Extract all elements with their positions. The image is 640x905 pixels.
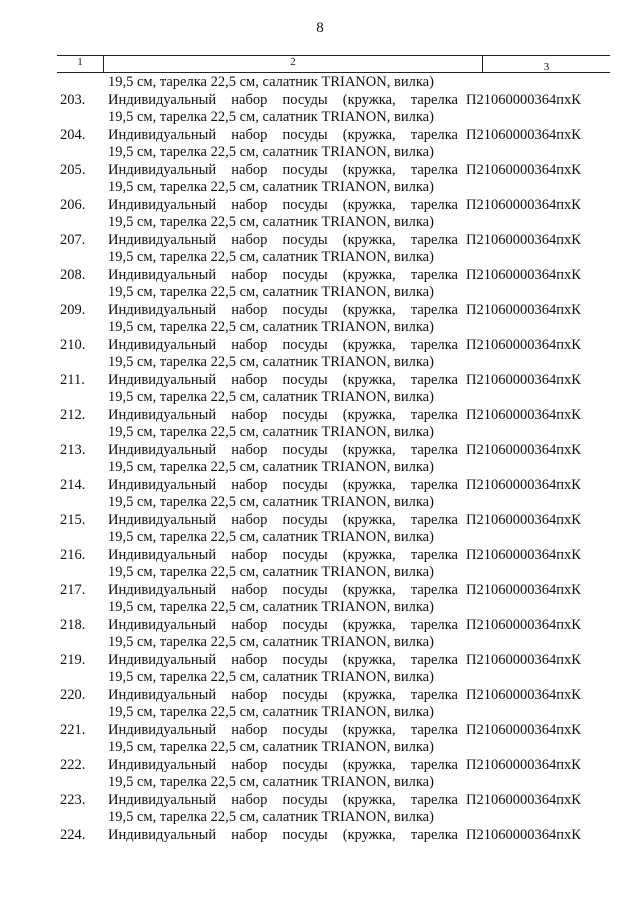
row-description-line1: Индивидуальный набор посуды (кружка, тарелка [108,722,458,738]
table-row [0,792,640,827]
table-row [0,512,640,547]
row-code: П21060000364пхК [466,722,581,738]
row-description-line2: 19,5 см, тарелка 22,5 см, салатник TRIANON, вилка) [108,214,434,230]
row-description-line1: Индивидуальный набор посуды (кружка, тарелка [108,337,458,353]
row-description-line2: 19,5 см, тарелка 22,5 см, салатник TRIANON, вилка) [108,459,434,475]
table-row [0,372,640,407]
row-description-line1: Индивидуальный набор посуды (кружка, тарелка [108,302,458,318]
table-row [0,477,640,512]
table-row [0,827,640,862]
row-description-line2: 19,5 см, тарелка 22,5 см, салатник TRIANON, вилка) [108,249,434,265]
table-row [0,92,640,127]
row-code: П21060000364пхК [466,232,581,248]
row-description-line2: 19,5 см, тарелка 22,5 см, салатник TRIANON, вилка) [108,144,434,160]
row-description-line1: Индивидуальный набор посуды (кружка, тарелка [108,232,458,248]
row-number: 205. [60,162,86,178]
row-code: П21060000364пхК [466,757,581,773]
row-description-line2: 19,5 см, тарелка 22,5 см, салатник TRIANON, вилка) [108,809,434,825]
row-description-line2: 19,5 см, тарелка 22,5 см, салатник TRIANON, вилка) [108,669,434,685]
row-description-line2: 19,5 см, тарелка 22,5 см, салатник TRIANON, вилка) [108,739,434,755]
row-number: 217. [60,582,86,598]
table-row [0,582,640,617]
row-code: П21060000364пхК [466,92,581,108]
row-code: П21060000364пхК [466,127,581,143]
row-number: 220. [60,687,86,703]
row-description-line2: 19,5 см, тарелка 22,5 см, салатник TRIANON, вилка) [108,319,434,335]
row-description-line1: Индивидуальный набор посуды (кружка, тарелка [108,267,458,283]
row-number: 203. [60,92,86,108]
row-description-line1: Индивидуальный набор посуды (кружка, тарелка [108,512,458,528]
row-code: П21060000364пхК [466,512,581,528]
row-description-line1: Индивидуальный набор посуды (кружка, тарелка [108,757,458,773]
row-number: 223. [60,792,86,808]
row-code: П21060000364пхК [466,687,581,703]
table-row [0,302,640,337]
row-number: 204. [60,127,86,143]
row-number: 210. [60,337,86,353]
row-description-line2: 19,5 см, тарелка 22,5 см, салатник TRIANON, вилка) [108,704,434,720]
row-description-line1: Индивидуальный набор посуды (кружка, тарелка [108,617,458,633]
row-description-line1: Индивидуальный набор посуды (кружка, тарелка [108,477,458,493]
row-number: 222. [60,757,86,773]
table-row [0,442,640,477]
row-number: 214. [60,477,86,493]
row-description-line1: Индивидуальный набор посуды (кружка, тарелка [108,127,458,143]
table-row [0,267,640,302]
row-code: П21060000364пхК [466,652,581,668]
row-code: П21060000364пхК [466,407,581,423]
continuation-line: 19,5 см, тарелка 22,5 см, салатник TRIANON, вилка) [108,74,434,90]
page-number: 8 [316,20,324,36]
row-description-line1: Индивидуальный набор посуды (кружка, тарелка [108,827,458,843]
row-code: П21060000364пхК [466,197,581,213]
row-description-line2: 19,5 см, тарелка 22,5 см, салатник TRIANON, вилка) [108,564,434,580]
column-header-2: 2 [103,56,483,72]
row-description-line2: 19,5 см, тарелка 22,5 см, салатник TRIANON, вилка) [108,494,434,510]
table-header [57,55,610,73]
column-header-1: 1 [77,56,83,68]
row-code: П21060000364пхК [466,372,581,388]
column-header-3: 3 [543,61,550,73]
row-number: 219. [60,652,86,668]
row-number: 207. [60,232,86,248]
table-row [0,722,640,757]
row-number: 206. [60,197,86,213]
row-description-line2: 19,5 см, тарелка 22,5 см, салатник TRIANON, вилка) [108,774,434,790]
row-number: 208. [60,267,86,283]
table-row [0,617,640,652]
row-description-line2: 19,5 см, тарелка 22,5 см, салатник TRIANON, вилка) [108,389,434,405]
row-code: П21060000364пхК [466,827,581,843]
row-description-line1: Индивидуальный набор посуды (кружка, тарелка [108,547,458,563]
row-description-line1: Индивидуальный набор посуды (кружка, тарелка [108,687,458,703]
row-description-line2: 19,5 см, тарелка 22,5 см, салатник TRIANON, вилка) [108,634,434,650]
table-body [0,92,640,862]
row-description-line2: 19,5 см, тарелка 22,5 см, салатник TRIANON, вилка) [108,179,434,195]
row-code: П21060000364пхК [466,477,581,493]
table-row [0,127,640,162]
row-number: 218. [60,617,86,633]
row-description-line1: Индивидуальный набор посуды (кружка, тарелка [108,92,458,108]
row-description-line1: Индивидуальный набор посуды (кружка, тарелка [108,372,458,388]
row-description-line1: Индивидуальный набор посуды (кружка, тарелка [108,407,458,423]
row-description-line1: Индивидуальный набор посуды (кружка, тарелка [108,652,458,668]
table-row [0,407,640,442]
row-description-line2: 19,5 см, тарелка 22,5 см, салатник TRIANON, вилка) [108,599,434,615]
row-description-line1: Индивидуальный набор посуды (кружка, тарелка [108,582,458,598]
row-number: 211. [60,372,85,388]
row-number: 212. [60,407,86,423]
row-code: П21060000364пхК [466,302,581,318]
row-code: П21060000364пхК [466,547,581,563]
row-description-line1: Индивидуальный набор посуды (кружка, тарелка [108,442,458,458]
row-description-line1: Индивидуальный набор посуды (кружка, тарелка [108,162,458,178]
row-description-line2: 19,5 см, тарелка 22,5 см, салатник TRIANON, вилка) [108,284,434,300]
row-number: 221. [60,722,86,738]
row-code: П21060000364пхК [466,337,581,353]
row-description-line1: Индивидуальный набор посуды (кружка, тарелка [108,792,458,808]
row-description-line2: 19,5 см, тарелка 22,5 см, салатник TRIANON, вилка) [108,529,434,545]
row-number: 216. [60,547,86,563]
table-row [0,162,640,197]
row-number: 213. [60,442,86,458]
table-row [0,757,640,792]
row-description-line2: 19,5 см, тарелка 22,5 см, салатник TRIANON, вилка) [108,424,434,440]
row-code: П21060000364пхК [466,442,581,458]
row-description-line1: Индивидуальный набор посуды (кружка, тарелка [108,197,458,213]
row-code: П21060000364пхК [466,617,581,633]
row-code: П21060000364пхК [466,267,581,283]
row-description-line2: 19,5 см, тарелка 22,5 см, салатник TRIANON, вилка) [108,109,434,125]
table-row [0,652,640,687]
table-row [0,337,640,372]
row-number: 209. [60,302,86,318]
table-row [0,232,640,267]
row-number: 224. [60,827,86,843]
row-description-line2: 19,5 см, тарелка 22,5 см, салатник TRIANON, вилка) [108,354,434,370]
table-row [0,197,640,232]
row-code: П21060000364пхК [466,792,581,808]
table-row [0,687,640,722]
row-number: 215. [60,512,86,528]
row-code: П21060000364пхК [466,582,581,598]
row-code: П21060000364пхК [466,162,581,178]
table-row [0,547,640,582]
